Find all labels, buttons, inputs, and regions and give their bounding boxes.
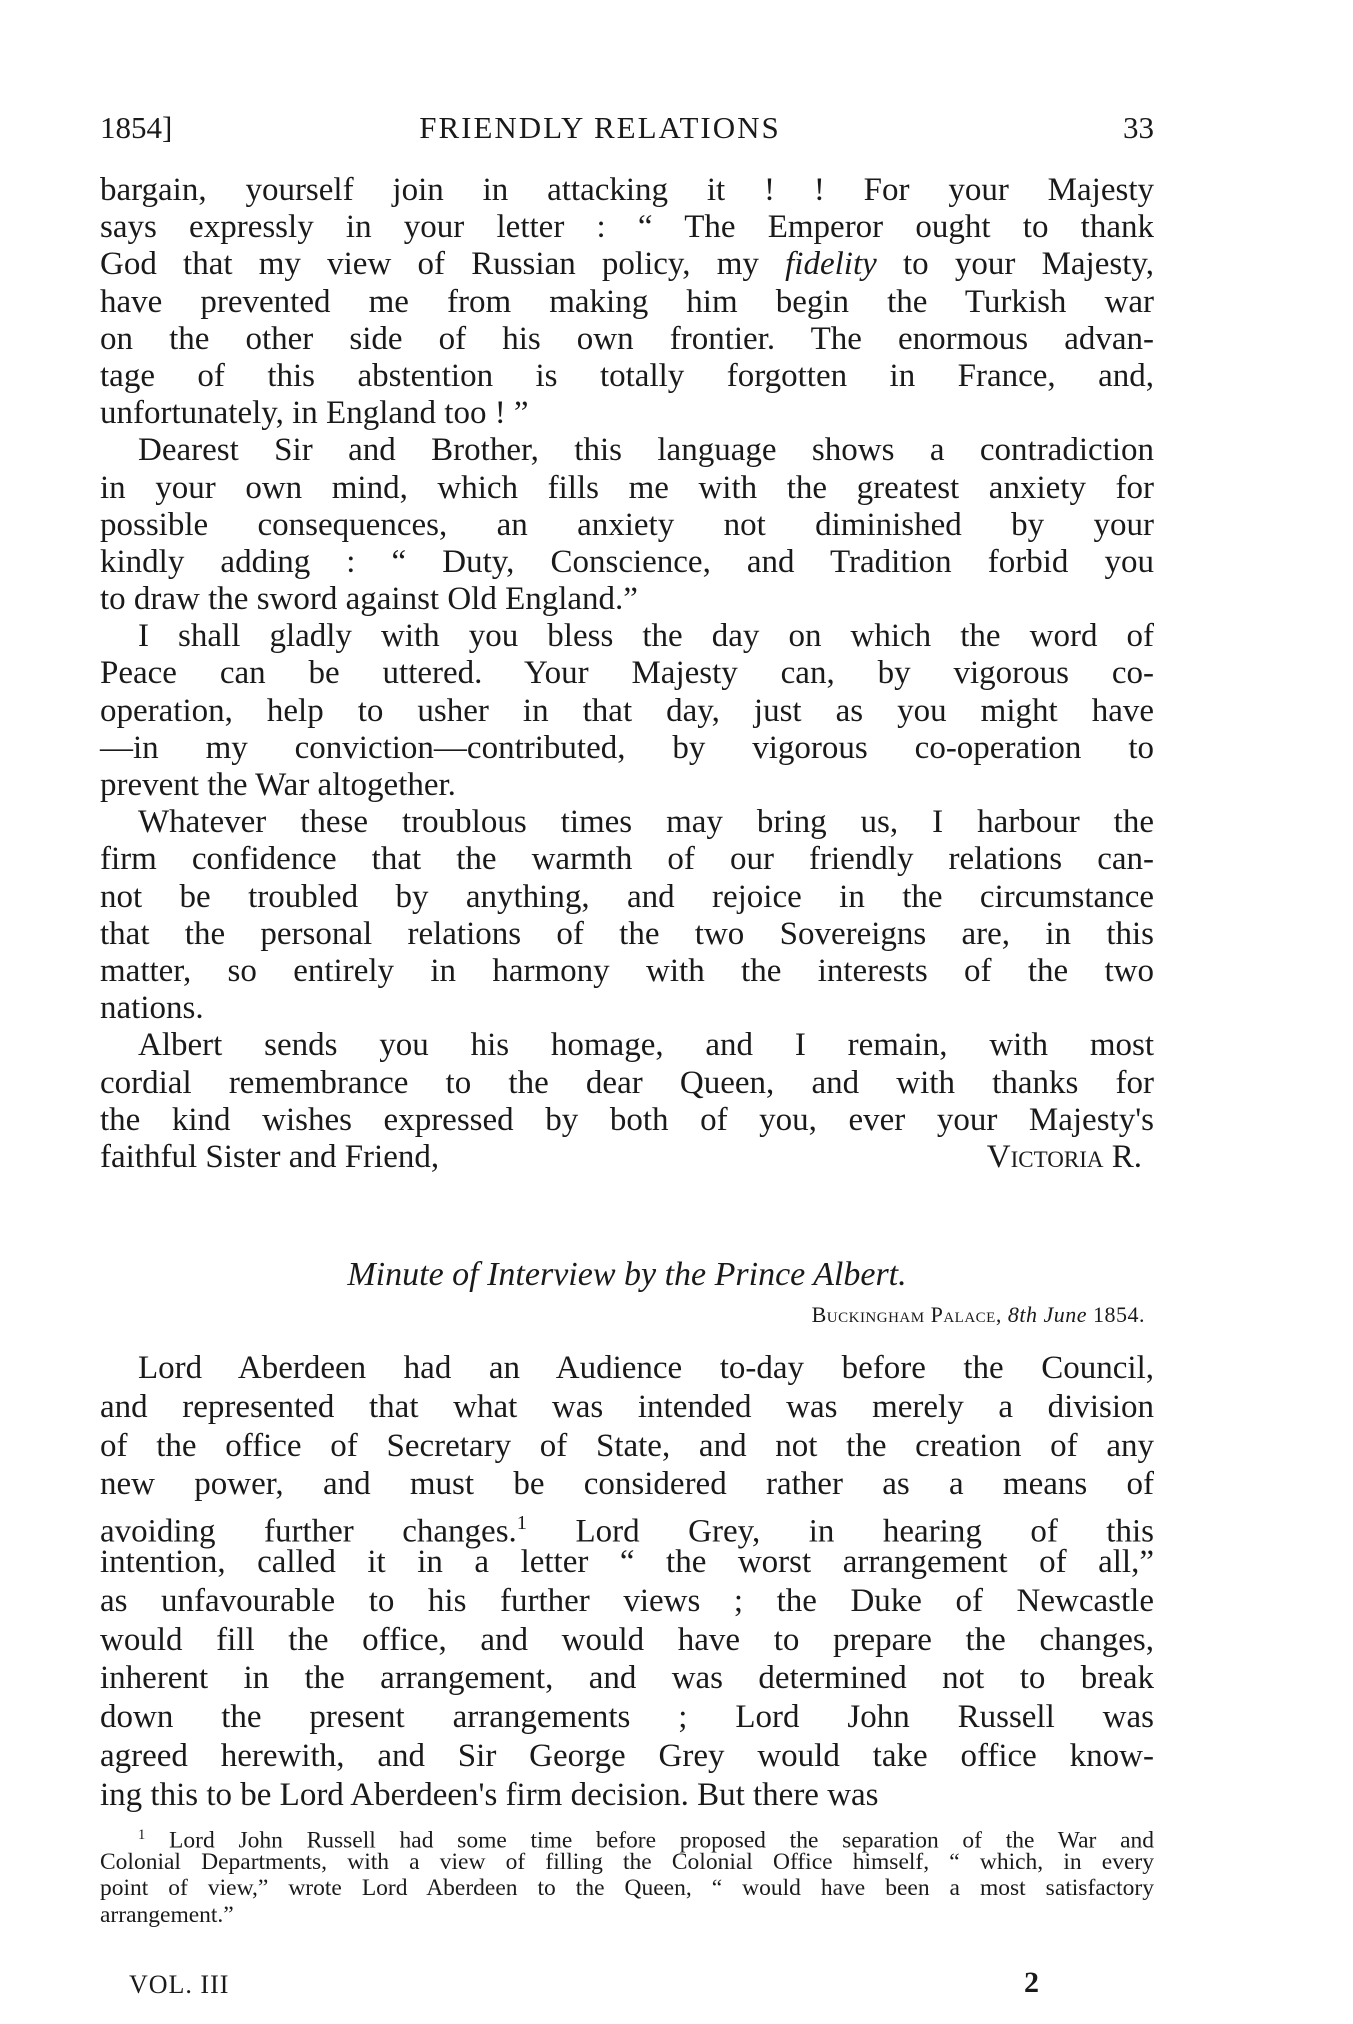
text-line: in your own mind, which fills me with the greatest anxiety for: [100, 469, 1154, 506]
footnote-marker: 1: [516, 1512, 528, 1535]
text-line: prevent the War altogether.: [100, 767, 456, 803]
dateline-day: 8th June: [1007, 1302, 1087, 1327]
text-line: intention, called it in a letter “ the worst arrangement of all,”: [100, 1543, 1154, 1580]
text-line: avoiding further changes.$^1$ Lord Grey, in hearing of this: [100, 1512, 1154, 1550]
text-line: not be troubled by anything, and rejoice in the circumstance: [100, 878, 1154, 915]
text-line: matter, so entirely in harmony with the interests of the two: [100, 952, 1154, 989]
dateline-year: 1854.: [1093, 1302, 1145, 1327]
text-line: firm confidence that the warmth of our friendly relations can-: [100, 841, 1154, 878]
text-line: inherent in the arrangement, and was determined not to break: [100, 1660, 1154, 1697]
text-line: would fill the office, and would have to prepare the changes,: [100, 1621, 1154, 1658]
text-line: nations.: [100, 990, 204, 1027]
text-line: that the personal relations of the two Sovereigns are, in this: [100, 915, 1154, 952]
text-line: cordial remembrance to the dear Queen, and with thanks for: [100, 1064, 1154, 1101]
letter-body: [100, 172, 1154, 1176]
text-line: have prevented me from making him begin the Turkish war: [100, 283, 1154, 320]
letter-signature: Victoria R.: [986, 1138, 1142, 1175]
dateline: [100, 1302, 1145, 1328]
text-line: I shall gladly with you bless the day on which the word of: [138, 618, 1154, 655]
text-line: new power, and must be considered rather as a means of: [100, 1466, 1154, 1503]
text-line: Peace can be uttered. Your Majesty can, by vigorous co-: [100, 655, 1154, 692]
dateline-place: Buckingham Palace,: [811, 1302, 1002, 1327]
section-heading: Minute of Interview by the Prince Albert.: [347, 1256, 907, 1293]
text-line: of the office of Secretary of State, and not the creation of any: [100, 1427, 1154, 1464]
text-line: unfortunately, in England too ! ”: [100, 395, 529, 432]
text-line: kindly adding : “ Duty, Conscience, and Tradition forbid you: [100, 543, 1154, 580]
page-number: 33: [1123, 110, 1154, 145]
text-line: possible consequences, an anxiety not diminished by your: [100, 506, 1154, 543]
text-line: Whatever these troublous times may bring us, I harbour the: [138, 804, 1154, 841]
text-line: and represented that what was intended was merely a division: [100, 1388, 1154, 1425]
text-line: —in my conviction—contributed, by vigorous co-operation to: [100, 729, 1154, 766]
text-line: agreed herewith, and Sir George Grey would take office know-: [100, 1737, 1154, 1774]
text-line: the kind wishes expressed by both of you, ever your Majesty's: [100, 1101, 1154, 1138]
text-line: $^1$ Lord John Russell had some time before proposed the separation of the War and: [138, 1827, 1154, 1854]
text-line: bargain, yourself join in attacking it ! ! For your Majesty: [100, 172, 1154, 208]
text-line: tage of this abstention is totally forgotten in France, and,: [100, 357, 1154, 394]
text-line: point of view,” wrote Lord Aberdeen to the Queen, “ would have been a most satisfactory: [100, 1875, 1154, 1901]
text-line: as unfavourable to his further views ; the Duke of Newcastle: [100, 1582, 1154, 1619]
footer-volume: VOL. III: [129, 1970, 230, 1999]
footnote-marker: 1: [138, 1827, 146, 1843]
text-line: on the other side of his own frontier. The enormous advan-: [100, 320, 1154, 357]
text-line: to draw the sword against Old England.”: [100, 581, 638, 618]
text-line: Lord Aberdeen had an Audience to-day before the Council,: [138, 1350, 1154, 1386]
running-head-year: 1854]: [100, 110, 173, 145]
text-line: says expressly in your letter : “ The Emperor ought to thank: [100, 209, 1154, 246]
text-line: arrangement.”: [100, 1901, 234, 1928]
text-line: Dearest Sir and Brother, this language shows a contradiction: [138, 432, 1154, 469]
text-line: faithful Sister and Friend, Victoria R.: [100, 1138, 1142, 1175]
text-line: Albert sends you his homage, and I remain, with most: [138, 1027, 1154, 1064]
italic-text: fidelity: [785, 246, 877, 283]
minute-body: [100, 1349, 1154, 1815]
text-line: operation, help to usher in that day, just as you might have: [100, 692, 1154, 729]
text-line: God that my view of Russian policy, my fidelity to your Majesty,: [100, 246, 1154, 283]
signature-mark: 2: [1024, 1966, 1039, 1999]
running-head-title: FRIENDLY RELATIONS: [419, 110, 781, 145]
text-line: ing this to be Lord Aberdeen's firm decision. But there was: [100, 1776, 879, 1813]
footnotes: [100, 1822, 1154, 1928]
text-line: Colonial Departments, with a view of filling the Colonial Office himself, “ which, in every: [100, 1848, 1154, 1875]
text-line: down the present arrangements ; Lord John Russell was: [100, 1699, 1154, 1736]
